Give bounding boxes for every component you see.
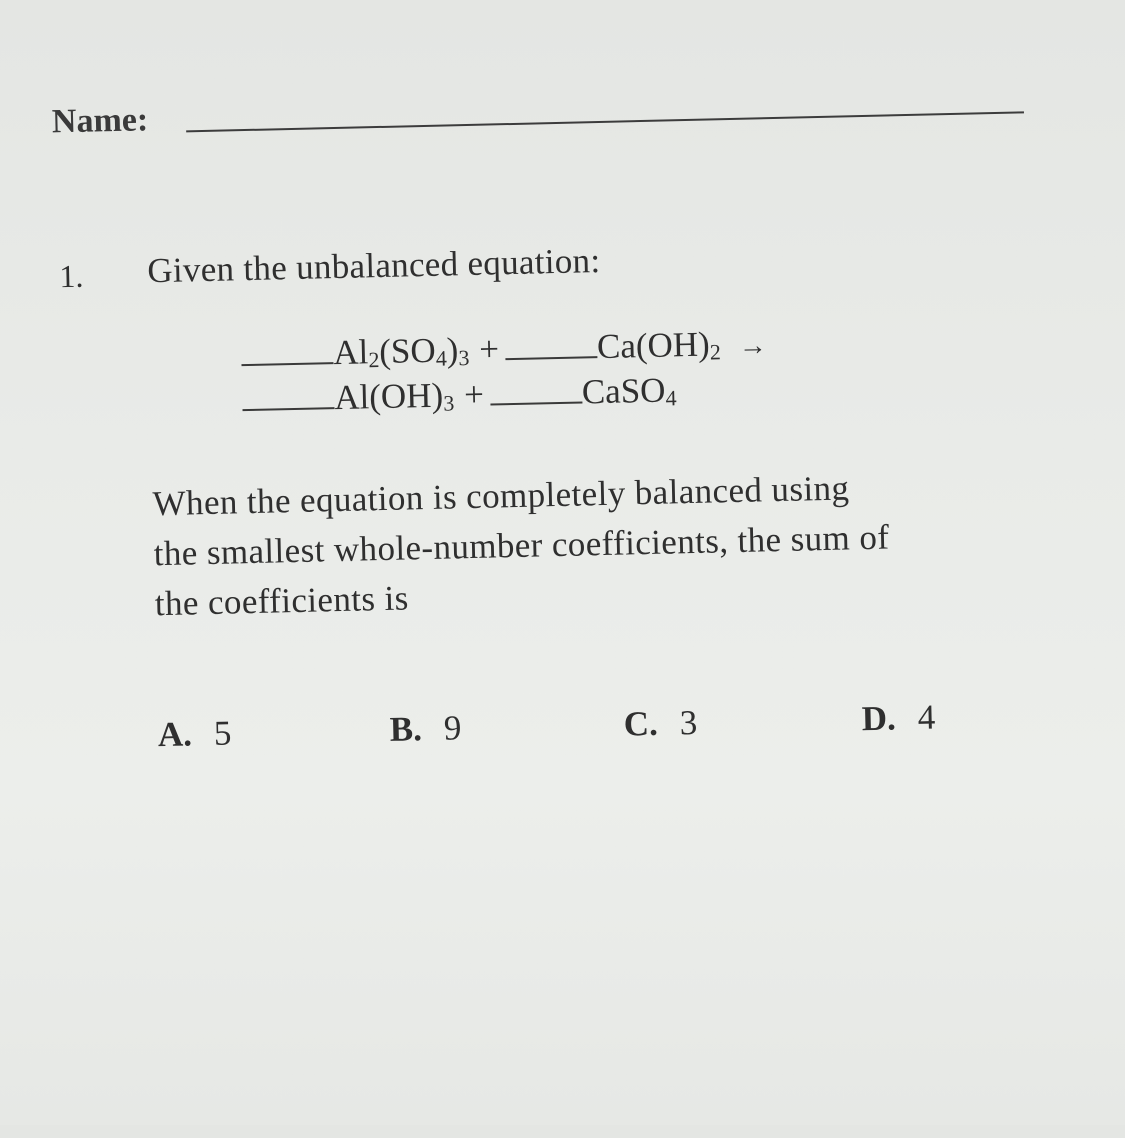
formula-aloh3: $Al(OH)_3$: [333, 375, 455, 418]
coefficient-blank-caoh2[interactable]: [505, 348, 597, 360]
choice-d[interactable]: [861, 698, 935, 740]
question-body-line: the coefficients is: [154, 578, 410, 624]
plus-sign: +: [478, 329, 500, 369]
choice-value: 3: [679, 702, 698, 743]
formula-caso4: CaSO$_4$: [581, 370, 677, 412]
coefficient-blank-al2so43[interactable]: [241, 354, 333, 366]
name-label: Name:: [51, 101, 149, 141]
name-answer-line[interactable]: [186, 111, 1024, 132]
choice-a[interactable]: [157, 714, 231, 756]
choice-c[interactable]: [623, 703, 697, 745]
choice-value: 9: [443, 708, 462, 748]
plus-sign: +: [463, 374, 485, 415]
choice-b[interactable]: [389, 708, 461, 750]
choice-letter: A.: [157, 714, 193, 755]
question-body-line: the smallest whole-number coefficients, the sum of: [153, 517, 890, 574]
choice-value: 4: [917, 697, 936, 737]
choice-letter: D.: [861, 698, 897, 739]
equation-row-reactants: [241, 323, 767, 376]
question-body: [152, 459, 1055, 629]
choice-value: 5: [213, 713, 232, 753]
coefficient-blank-aloh3[interactable]: [242, 399, 334, 411]
choice-letter: C.: [623, 703, 659, 744]
formula-al2so43: $Al_2(SO_4)_3$: [332, 330, 470, 373]
equation-row-products: [242, 370, 677, 421]
coefficient-blank-caso4[interactable]: [490, 393, 582, 405]
question-number: 1.: [59, 257, 84, 295]
reaction-arrow-icon: →: [738, 330, 768, 362]
question-body-line: When the equation is completely balanced using: [152, 468, 850, 524]
formula-caoh2: $Ca(OH)_2$: [596, 324, 722, 367]
question-stem: Given the unbalanced equation:: [146, 241, 601, 291]
choice-letter: B.: [389, 709, 423, 749]
